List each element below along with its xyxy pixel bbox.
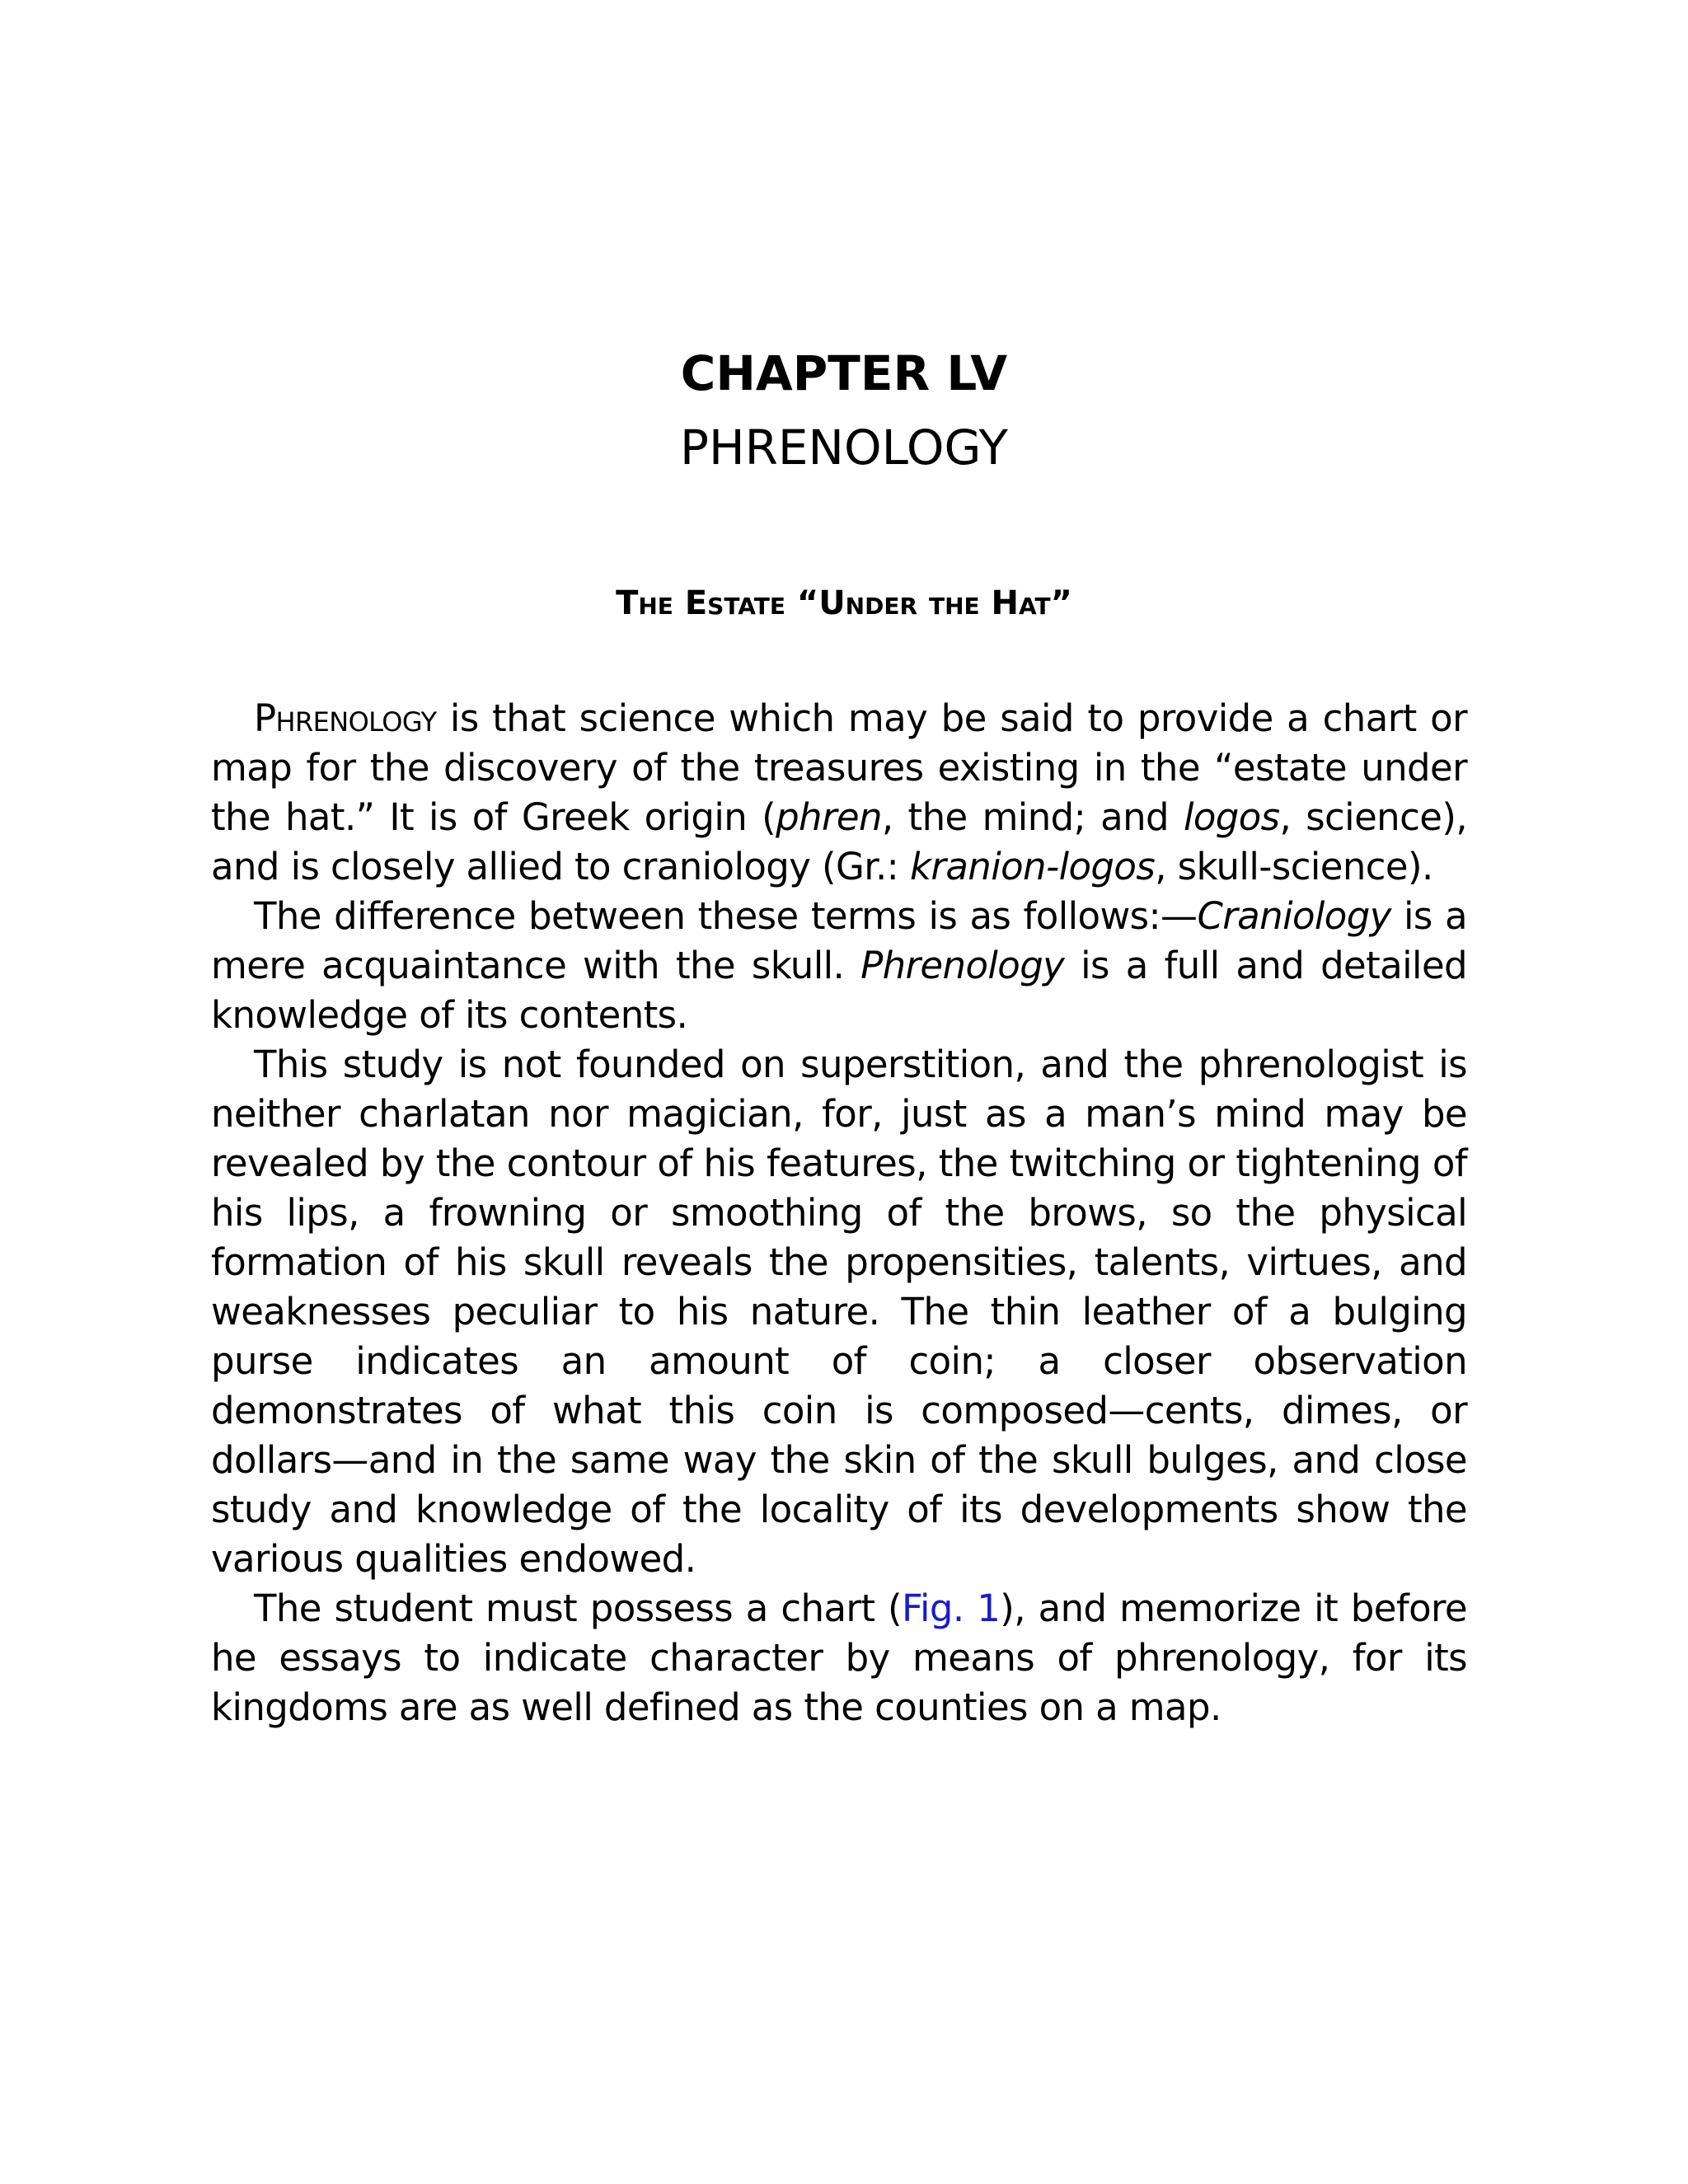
paragraph-1: [211, 694, 1467, 892]
paragraph-3: This study is not founded on superstition, and the phrenologist is neither charlatan nor magician, for, just as a man’s mind may be revealed by the contour of his features, the twitching or tightening of his lips, a frowning or smoothing of the brows, so the physical formation of his skull reveals the propensities, talents, virtues, and weaknesses peculiar to his nature. The thin leather of a bulging purse indicates an amount of coin; a closer observation demonstrates of what this coin is composed—cents, dimes, or dollars—and in the same way the skin of the skull bulges, and close study and knowledge of the locality of its developments show the various qualities endowed.: [211, 1043, 1467, 1581]
chapter-body: [211, 694, 1467, 1732]
paragraph-text: , science), and is closely allied to craniology (Gr.:: [211, 795, 1467, 888]
paragraph-text: is a mere acquaintance with the skull.: [211, 894, 1467, 987]
paragraph-text: , skull-science).: [1155, 845, 1433, 888]
chapter-heading: CHAPTER LV: [680, 345, 1008, 401]
section-subtitle: The Estate “Under the Hat”: [616, 584, 1072, 622]
paragraph-text: The student must possess a chart (: [254, 1586, 902, 1630]
italic-term: phren: [776, 795, 882, 839]
italic-term: kranion-logos: [909, 845, 1156, 888]
paragraph-2: [211, 892, 1467, 1040]
chapter-title: PHRENOLOGY: [680, 419, 1008, 476]
italic-term: logos: [1183, 795, 1280, 839]
lead-word: Phrenology: [254, 696, 437, 740]
paragraph-text: is a full and detailed knowledge of its contents.: [211, 944, 1468, 1037]
italic-term: Phrenology: [860, 944, 1065, 987]
paragraph-text: is that science which may be said to provide a chart or map for the discovery of the treasures existing in the “estate under the hat.” It is of Greek origin (: [211, 696, 1467, 839]
paragraph-text: ), and memorize it before he essays to indicate character by means of phrenology, for its kingdoms are as well defined as the counties on a map.: [211, 1586, 1468, 1729]
paragraph-text: , the mind; and: [881, 795, 1184, 839]
paragraph-4: [211, 1584, 1467, 1732]
italic-term: Craniology: [1197, 894, 1391, 938]
figure-link[interactable]: Fig. 1: [902, 1586, 1001, 1630]
paragraph-text: The difference between these terms is as follows:—: [254, 894, 1198, 938]
